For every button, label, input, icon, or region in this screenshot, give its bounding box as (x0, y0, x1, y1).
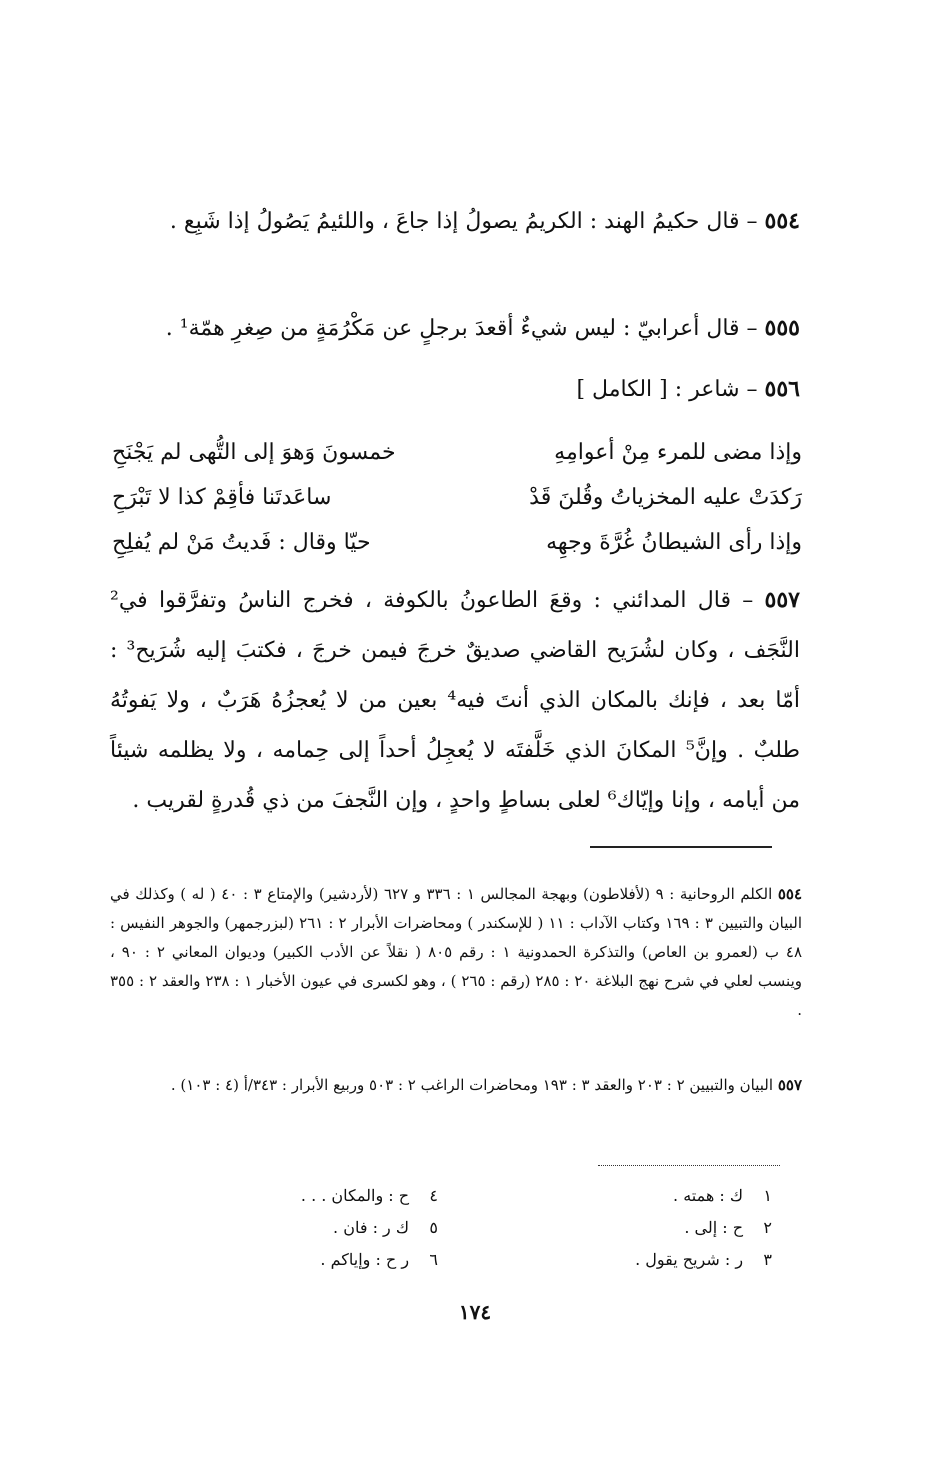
poem (112, 430, 802, 565)
source-footnote-557 (110, 1071, 802, 1100)
variant-number: ٣ (763, 1250, 772, 1269)
source-footnote-554 (110, 880, 802, 1025)
variant-number: ٦ (429, 1250, 438, 1269)
saying-text: قال المدائني : وقعَ الطاعونُ بالكوفة ، فخرج الناسُ وتفرَّقوا في² النَّجَف ، وكان لشُرَيح القاضي صديقٌ خرجَ فيمن خرجَ ، فكتبَ إليه شُرَيح³ : أمّا بعد ، فإنك بالمكان الذي أنتَ فيه⁴ بعين من لا يُعجزُهُ هَرَبٌ ، ولا يَفوتُهُ طلبٌ . وإنَّ⁵ المكانَ الذي خَلَّفتَه لا يُعجِلُ أحداً إلى حِمامه ، ولا يظلمه شيئاً من أيامه ، وإنا وإيّاك⁶ لعلى بساطٍ واحدٍ ، وإن النَّجفَ من ذي قُدرةٍ لقريب . (110, 588, 801, 813)
footnote-number: ٥٥٤ (777, 885, 803, 903)
variant-text: ح : والمكان . . . (300, 1186, 410, 1205)
footnote-text: الكلم الروحانية : ٩ (لأفلاطون) وبهجة المجالس ١ : ٣٣٦ و ٦٢٧ (لأردشير) والإمتاع ٣ : ٤٠ ( له ) وكذلك في البيان والتبيين ٣ : ١٦٩ وكتاب الآداب : ١١ ( للإسكندر ) ومحاضرات الأبرار ٢ : ٢٦١ (لبزرجمهر) والجوهر النفيس : ٤٨ ب (لعمرو بن العاص) والتذكرة الحمدونية ١ : رقم ٨٠٥ ( نقلاً عن الأدب الكبير) وديوان المعاني ٢ : ٩٠ ، وينسب لعلي في شرح نهج البلاغة ٢٠ : ٢٨٥ (رقم : ٢٦٥ ) ، وهو لكسرى في عيون الأخبار ١ : ٢٣٨ والعقد ٢ : ٣٥٥ . (110, 885, 803, 1019)
variant-number: ٤ (429, 1186, 438, 1205)
footnote-separator (590, 846, 772, 848)
variant-number: ٢ (763, 1218, 772, 1237)
variant-note (301, 1182, 438, 1210)
variant-text: ر : شريح يقول . (635, 1250, 744, 1269)
variant-note (673, 1182, 772, 1210)
variant-number: ٥ (429, 1218, 438, 1237)
verse-second-hemistich: خمسونَ وَهوَ إلى التُّهى لم يَجْنَحِ (112, 440, 396, 465)
verse-second-hemistich: حيّا وقال : فَديتُ مَنْ لم يُفلِحِ (112, 530, 371, 555)
verse-line (112, 430, 802, 475)
verse-line (112, 475, 802, 520)
variants-separator (598, 1165, 780, 1166)
verse-line (112, 520, 802, 565)
verse-first-hemistich: وإذا رأى الشيطانُ غُرَّةَ وجهِه (546, 530, 802, 555)
variant-note (635, 1246, 772, 1274)
page-number: ١٧٤ (458, 1300, 492, 1324)
variant-text: ك : همته . (673, 1186, 744, 1205)
saying-555: ٥٥٥ – قال أعرابيّ : ليس شيءٌ أقعدَ برجلٍ عن مَكْرُمَةٍ من صِغرِ همّة¹ . (165, 315, 800, 341)
saying-number: ٥٥٤ (764, 208, 800, 234)
saying-554: ٥٥٤ – قال حكيمُ الهند : الكريمُ يصولُ إذا جاعَ ، واللئيمُ يَصُولُ إذا شَبِع . (169, 208, 800, 234)
variant-note (333, 1214, 438, 1242)
saying-number: ٥٥٥ (764, 315, 800, 341)
verse-second-hemistich: ساعَدتَنا فأقِمْ كذا لا تَبْرَحِ (112, 485, 332, 510)
footnote-number: ٥٥٧ (777, 1076, 802, 1094)
variant-text: ح : إلى . (684, 1218, 744, 1237)
footnote-text: البيان والتبيين ٢ : ٢٠٣ والعقد ٣ : ١٩٣ ومحاضرات الراغب ٢ : ٥٠٣ وربيع الأبرار : ٣٤٣/أ (٤ : ١٠٣) . (170, 1076, 774, 1094)
saying-text: قال أعرابيّ : ليس شيءٌ أقعدَ برجلٍ عن مَكْرُمَةٍ من صِغرِ همّة¹ . (165, 316, 740, 341)
verse-first-hemistich: وإذا مضى للمرء مِنْ أعوامِهِ (554, 440, 802, 465)
variant-note (320, 1246, 438, 1274)
verse-first-hemistich: رَكدَتْ عليه المخزياتُ وقُلنَ قَدْ (529, 485, 802, 510)
saying-number: ٥٥٧ (764, 587, 800, 613)
saying-557: ٥٥٧ – قال المدائني : وقعَ الطاعونُ بالكوفة ، فخرج الناسُ وتفرَّقوا في² النَّجَف ، وكان لشُرَيح القاضي صديقٌ خرجَ فيمن خرجَ ، فكتبَ إليه شُرَيح³ : أمّا بعد ، فإنك بالمكان الذي أنتَ فيه⁴ بعين من لا يُعجزُهُ هَرَبٌ ، ولا يَفوتُهُ طلبٌ . وإنَّ⁵ المكانَ الذي خَلَّفتَه لا يُعجِلُ أحداً إلى حِمامه ، ولا يظلمه شيئاً من أيامه ، وإنا وإيّاك⁶ لعلى بساطٍ واحدٍ ، وإن النَّجفَ من ذي قُدرةٍ لقريب . (110, 587, 801, 813)
variant-text: ك ر : فان . (333, 1218, 410, 1237)
saying-number: ٥٥٦ (764, 376, 800, 402)
saying-text: قال حكيمُ الهند : الكريمُ يصولُ إذا جاعَ ، واللئيمُ يَصُولُ إذا شَبِع . (169, 209, 740, 234)
saying-text: شاعر : [ الكامل ] (576, 377, 740, 402)
variant-number: ١ (763, 1186, 772, 1205)
variant-note (684, 1214, 772, 1242)
variant-text: ر ح : وإياكم . (320, 1250, 410, 1269)
saying-556: ٥٥٦ – شاعر : [ الكامل ] (576, 376, 800, 402)
